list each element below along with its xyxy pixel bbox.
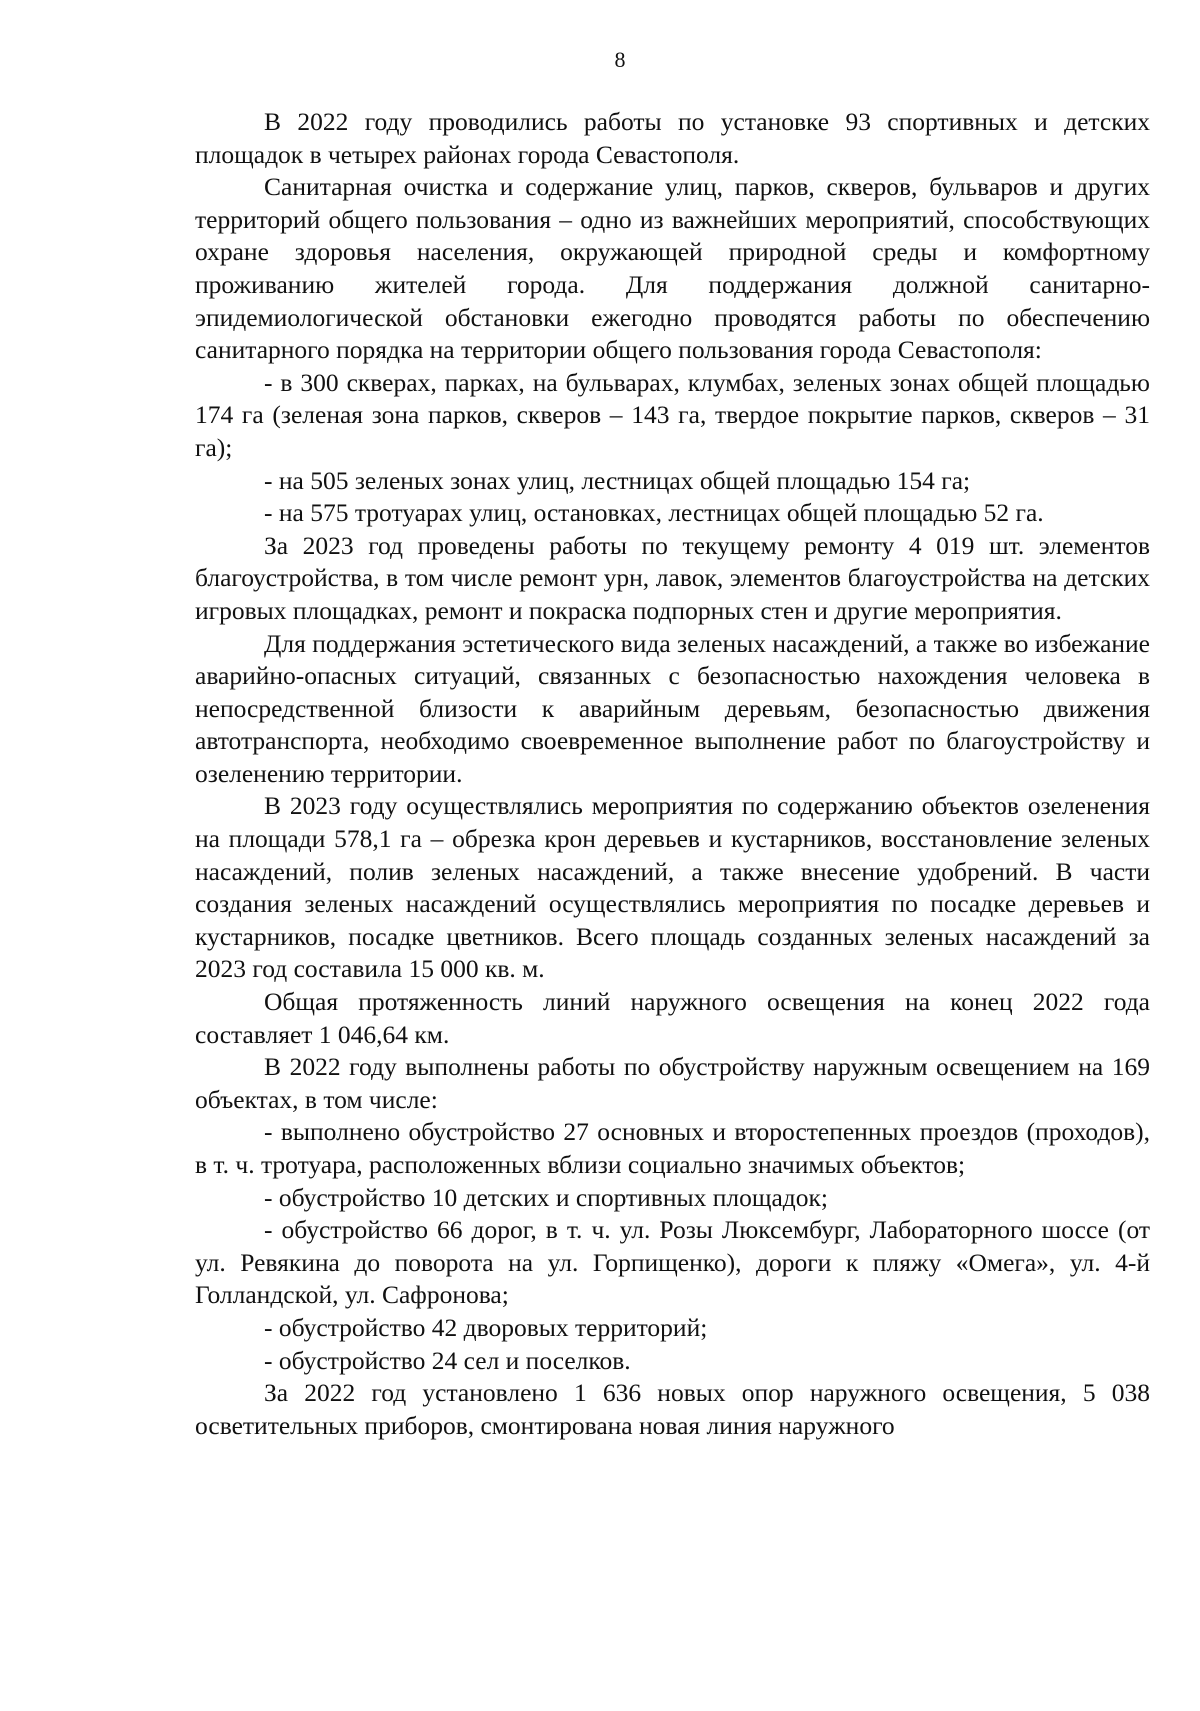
list-item-sidewalks: - на 575 тротуарах улиц, остановках, лестницах общей площадью 52 га. — [264, 498, 1044, 528]
paragraph-lighting-length: Общая протяженность линий наружного освещения на конец 2022 года составляет 1 046,64 км. — [195, 987, 1150, 1049]
paragraph-repair-2023: За 2023 год проведены работы по текущему ремонту 4 019 шт. элементов благоустройства, в том числе ремонт урн, лавок, элементов благоустройства на детских игровых площадках, ремонт и покраска подпорных стен и другие мероприятия. — [195, 530, 1150, 625]
paragraph-sanitary-cleaning: Санитарная очистка и содержание улиц, парков, скверов, бульваров и других территорий общего пользования – одно из важнейших мероприятий, способствующих охране здоровья населения, окружающей природной среды и комфортному проживанию жителей города. Для поддержания должной санитарно-эпидемиологической обстановки ежегодно проводятся работы по обеспечению санитарного порядка на территории общего пользования города Севастополя: — [195, 172, 1150, 365]
page-number: 8 — [614, 47, 626, 72]
document-body — [195, 106, 1150, 1442]
list-item-yards: - обустройство 42 дворовых территорий; — [264, 1312, 708, 1342]
paragraph-lighting-works-2022: В 2022 году выполнены работы по обустройству наружным освещением на 169 объектах, в том числе: — [195, 1052, 1150, 1114]
list-item-street-green-zones: - на 505 зеленых зонах улиц, лестницах общей площадью 154 га; — [264, 465, 971, 495]
list-item-squares-parks: - в 300 скверах, парках, на бульварах, клумбах, зеленых зонах общей площадью 174 га (зеленая зона парков, скверов – 143 га, твердое покрытие парков, скверов – 31 га); — [195, 367, 1150, 462]
paragraph-green-plantings: Для поддержания эстетического вида зеленых насаждений, а также во избежание аварийно-опасных ситуаций, связанных с безопасностью нахождения человека в непосредственной близости к аварийным деревьям, безопасностью движения автотранспорта, необходимо своевременное выполнение работ по благоустройству и озеленению территории. — [195, 628, 1150, 788]
list-item-villages: - обустройство 24 сел и поселков. — [264, 1345, 631, 1375]
paragraph-greening-2023: В 2023 году осуществлялись мероприятия по содержанию объектов озеленения на площади 578,1 га – обрезка крон деревьев и кустарников, восстановление зеленых насаждений, полив зеленых насаждений, а также внесение удобрений. В части создания зеленых насаждений осуществлялись мероприятия по посадке деревьев и кустарников, посадке цветников. Всего площадь созданных зеленых насаждений за 2023 год составила 15 000 кв. м. — [195, 791, 1150, 984]
list-item-roads: - обустройство 66 дорог, в т. ч. ул. Розы Люксембург, Лабораторного шоссе (от ул. Ревякина до поворота на ул. Горпищенко), дороги к пляжу «Омега», ул. 4-й Голландской, ул. Сафронова; — [195, 1215, 1150, 1310]
list-item-playgrounds: - обустройство 10 детских и спортивных площадок; — [264, 1182, 829, 1212]
paragraph-playgrounds: В 2022 году проводились работы по установке 93 спортивных и детских площадок в четырех районах города Севастополя. — [195, 107, 1150, 169]
list-item-passages: - выполнено обустройство 27 основных и второстепенных проездов (проходов), в т. ч. тротуара, расположенных вблизи социально значимых объектов; — [195, 1117, 1150, 1179]
paragraph-poles-installed: За 2022 год установлено 1 636 новых опор наружного освещения, 5 038 осветительных приборов, смонтирована новая линия наружного — [195, 1378, 1150, 1440]
